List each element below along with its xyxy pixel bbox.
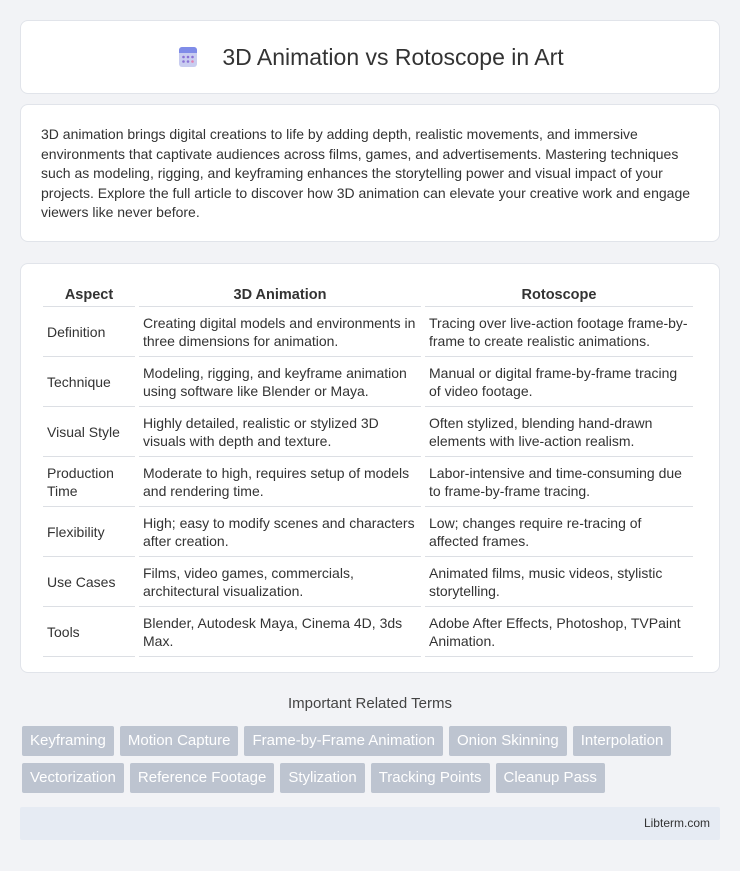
intro-card (20, 104, 720, 242)
related-term-tag[interactable]: Tracking Points (371, 763, 490, 793)
related-term-tag[interactable]: Stylization (280, 763, 364, 793)
row-aspect: Definition (43, 309, 135, 357)
cell-3d-animation: Creating digital models and environments in three dimensions for animation. (139, 309, 421, 357)
column-header-3d-animation: 3D Animation (139, 284, 421, 307)
related-term-tag[interactable]: Frame-by-Frame Animation (244, 726, 443, 756)
cell-rotoscope: Low; changes require re-tracing of affected frames. (425, 509, 693, 557)
cell-3d-animation: Films, video games, commercials, architectural visualization. (139, 559, 421, 607)
cell-rotoscope: Manual or digital frame-by-frame tracing of video footage. (425, 359, 693, 407)
cell-rotoscope: Animated films, music videos, stylistic storytelling. (425, 559, 693, 607)
cell-rotoscope: Tracing over live-action footage frame-by-frame to create realistic animations. (425, 309, 693, 357)
table-row (43, 609, 693, 657)
related-terms-list (22, 726, 722, 793)
cell-rotoscope: Labor-intensive and time-consuming due to frame-by-frame tracing. (425, 459, 693, 507)
comparison-table (39, 282, 697, 659)
cell-3d-animation: Moderate to high, requires setup of models and rendering time. (139, 459, 421, 507)
cell-3d-animation: Highly detailed, realistic or stylized 3D visuals with depth and texture. (139, 409, 421, 457)
table-row (43, 509, 693, 557)
page-title: 3D Animation vs Rotoscope in Art (222, 43, 564, 70)
header-card (20, 20, 720, 94)
column-header-rotoscope: Rotoscope (425, 284, 693, 307)
table-row (43, 459, 693, 507)
related-term-tag[interactable]: Motion Capture (120, 726, 239, 756)
row-aspect: Production Time (43, 459, 135, 507)
row-aspect: Visual Style (43, 409, 135, 457)
footer (20, 807, 720, 840)
table-row (43, 309, 693, 357)
row-aspect: Technique (43, 359, 135, 407)
row-aspect: Flexibility (43, 509, 135, 557)
cell-3d-animation: Blender, Autodesk Maya, Cinema 4D, 3ds Max. (139, 609, 421, 657)
related-terms-title: Important Related Terms (288, 695, 452, 712)
related-term-tag[interactable]: Cleanup Pass (496, 763, 605, 793)
table-row (43, 409, 693, 457)
cell-rotoscope: Often stylized, blending hand-drawn elements with live-action realism. (425, 409, 693, 457)
calculator-icon (176, 45, 200, 69)
related-term-tag[interactable]: Keyframing (22, 726, 114, 756)
related-term-tag[interactable]: Vectorization (22, 763, 124, 793)
cell-3d-animation: High; easy to modify scenes and characters after creation. (139, 509, 421, 557)
row-aspect: Use Cases (43, 559, 135, 607)
comparison-table-card (20, 263, 720, 673)
cell-rotoscope: Adobe After Effects, Photoshop, TVPaint Animation. (425, 609, 693, 657)
column-header-aspect: Aspect (43, 284, 135, 307)
related-term-tag[interactable]: Reference Footage (130, 763, 274, 793)
table-row (43, 359, 693, 407)
cell-3d-animation: Modeling, rigging, and keyframe animation using software like Blender or Maya. (139, 359, 421, 407)
table-header-row (43, 284, 693, 307)
intro-text: 3D animation brings digital creations to life by adding depth, realistic movements, and immersive environments that captivate audiences across films, games, and advertisements. Mastering techniques such as modeling, rigging, and keyframing enhances the storytelling power and visual impact of your projects. Explore the full article to discover how 3D animation can elevate your creative work and engage viewers like never before. (41, 126, 691, 221)
table-row (43, 559, 693, 607)
footer-site-link[interactable]: Libterm.com (643, 816, 710, 830)
related-term-tag[interactable]: Interpolation (573, 726, 672, 756)
related-term-tag[interactable]: Onion Skinning (449, 726, 567, 756)
row-aspect: Tools (43, 609, 135, 657)
